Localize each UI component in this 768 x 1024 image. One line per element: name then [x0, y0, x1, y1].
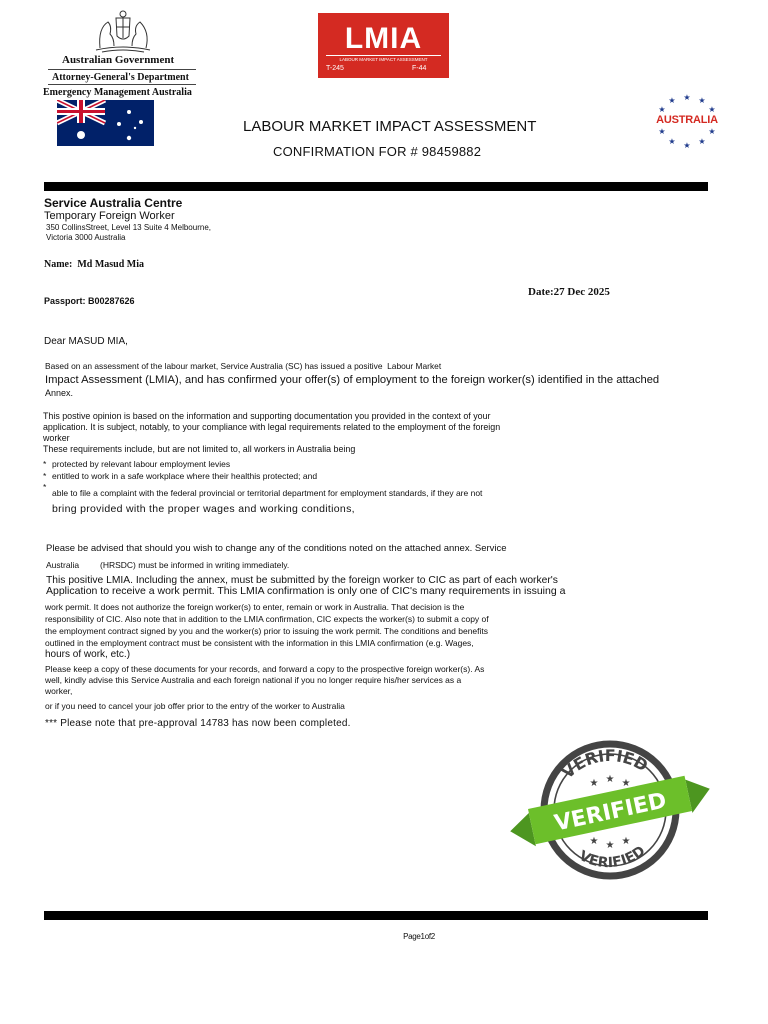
centre-name: Service Australia Centre: [44, 196, 183, 210]
para3-line2a: Australia: [46, 560, 80, 570]
para6-line3: worker,: [45, 686, 73, 696]
passport-number: Passport: B00287626: [44, 296, 135, 306]
para5-line5: hours of work, etc.): [45, 649, 131, 660]
para4-line1: This positive LMIA. Including the annex, must be submitted by the foreign worker to CIC as part of each worker's: [46, 575, 558, 586]
bullet-marker: *: [43, 482, 47, 492]
bullet-marker: *: [43, 471, 47, 481]
verified-stamp: [508, 740, 712, 880]
lmia-logo-underline: [326, 55, 441, 56]
svg-text:★: ★: [683, 141, 691, 150]
svg-text:★: ★: [621, 836, 631, 847]
svg-text:★: ★: [698, 96, 706, 105]
requirement-text: protected by relevant labour employment levies: [52, 459, 231, 469]
para2-line4: These requirements include, but are not limited to, all workers in Australia being: [43, 444, 356, 454]
lmia-code-right: F-44: [412, 65, 427, 72]
svg-text:★: ★: [589, 778, 599, 789]
confirmation-number: CONFIRMATION FOR # 98459882: [273, 144, 482, 159]
svg-text:★: ★: [605, 774, 615, 785]
svg-text:★: ★: [683, 93, 691, 102]
australia-logo-text: AUSTRALIA: [656, 114, 718, 126]
stamp-ribbon-text: VERIFIED: [552, 788, 669, 837]
australia-star-logo: [650, 90, 724, 152]
requirement-text: able to file a complaint with the federal provincial or territorial department for employment standards, if they are not: [52, 488, 483, 498]
lmia-logo: [318, 13, 449, 78]
para3-line1: Please be advised that should you wish to change any of the conditions noted on the attached annex. Service: [46, 543, 507, 554]
australian-flag: [57, 100, 154, 146]
letter-date: Date:27 Dec 2025: [528, 286, 610, 298]
government-name: Australian Government: [62, 54, 175, 66]
requirement-text: entitled to work in a safe workplace where their healthis protected; and: [52, 471, 318, 481]
stamp-top-text: VERIFIED: [558, 746, 652, 783]
svg-text:★: ★: [658, 105, 666, 114]
centre-program: Temporary Foreign Worker: [44, 210, 175, 222]
svg-text:★: ★: [668, 137, 676, 146]
page-number: Page1of2: [403, 932, 435, 941]
para3-line2b: (HRSDC) must be informed in writing immediately.: [100, 560, 290, 570]
top-divider-bar: [44, 182, 708, 191]
verified-stamp-icon: [508, 740, 712, 880]
department-divider: [48, 84, 196, 85]
requirement-text-continued: bring provided with the proper wages and working conditions,: [52, 503, 355, 515]
centre-address-line1: 350 CollinsStreet, Level 13 Suite 4 Melbourne,: [46, 223, 211, 232]
para2-line2: application. It is subject, notably, to your compliance with legal requirements related to the employment of the foreign: [43, 422, 501, 432]
pre-approval-note: *** Please note that pre-approval 14783 has now been completed.: [45, 718, 351, 729]
para5-line2: responsibility of CIC. Also note that in addition to the LMIA confirmation, CIC expects the worker(s) to submit a copy of: [45, 614, 489, 624]
para2-line1: This postive opinion is based on the information and supporting documentation you provided in the context of your: [43, 411, 491, 421]
para6-line2: well, kindly advise this Service Australia and each foreign national if you no longer require his/her services as a: [45, 675, 462, 685]
para5-line3: the employment contract signed by you and the worker(s) prior to issuing the work permit. The conditions and benefits: [45, 626, 489, 636]
department-name: Attorney-General's Department: [52, 72, 189, 83]
svg-text:★: ★: [708, 127, 716, 136]
para5-line1: work permit. It does not authorize the foreign worker(s) to enter, remain or work in Australia. That decision is the: [45, 602, 465, 612]
svg-text:★: ★: [698, 137, 706, 146]
para1-line1: Based on an assessment of the labour market, Service Australia (SC) has issued a positive Labour Market: [45, 361, 442, 371]
svg-text:★: ★: [605, 840, 615, 851]
para4-line2: Application to receive a work permit. This LMIA confirmation is only one of CIC's many requirements in issuing a: [46, 585, 566, 597]
agency-name: Emergency Management Australia: [43, 87, 192, 98]
centre-address-line2: Victoria 3000 Australia: [46, 233, 126, 242]
svg-text:★: ★: [708, 105, 716, 114]
para1-line2: Impact Assessment (LMIA), and has confirmed your offer(s) of employment to the foreign worker(s) identified in the attached: [45, 374, 660, 386]
greeting: Dear MASUD MIA,: [44, 336, 128, 347]
bullet-marker: *: [43, 459, 47, 469]
para6-line4: or if you need to cancel your job offer prior to the entry of the worker to Australia: [45, 701, 345, 711]
coat-of-arms-icon: [92, 8, 154, 54]
requirement-item: [43, 459, 230, 469]
svg-text:★: ★: [658, 127, 666, 136]
para1-line3: Annex.: [45, 388, 74, 398]
para5-line4: outlined in the employment contract must be consistent with the information in this LMIA confirmation (e.g. Wages,: [45, 638, 474, 648]
document-title: LABOUR MARKET IMPACT ASSESSMENT: [243, 118, 537, 135]
requirement-item: [43, 471, 317, 481]
bottom-divider-bar: [44, 911, 708, 920]
recipient-name: Name: Md Masud Mia: [44, 259, 144, 270]
lmia-code-left: T-245: [326, 65, 344, 72]
svg-text:★: ★: [668, 96, 676, 105]
government-crest: [92, 8, 154, 54]
stamp-bottom-text: VERIFIED: [576, 843, 649, 872]
lmia-logo-text: LMIA: [344, 22, 423, 55]
para2-line3: worker: [43, 433, 70, 443]
para6-line1: Please keep a copy of these documents for your records, and forward a copy to the prospective foreign worker(s). As: [45, 664, 485, 674]
flag-icon: [57, 100, 154, 146]
lmia-logo-subtitle: LABOUR MARKET IMPACT ASSESSMENT: [339, 57, 428, 62]
svg-text:★: ★: [589, 836, 599, 847]
svg-text:★: ★: [621, 778, 631, 789]
crest-divider: [48, 69, 196, 70]
